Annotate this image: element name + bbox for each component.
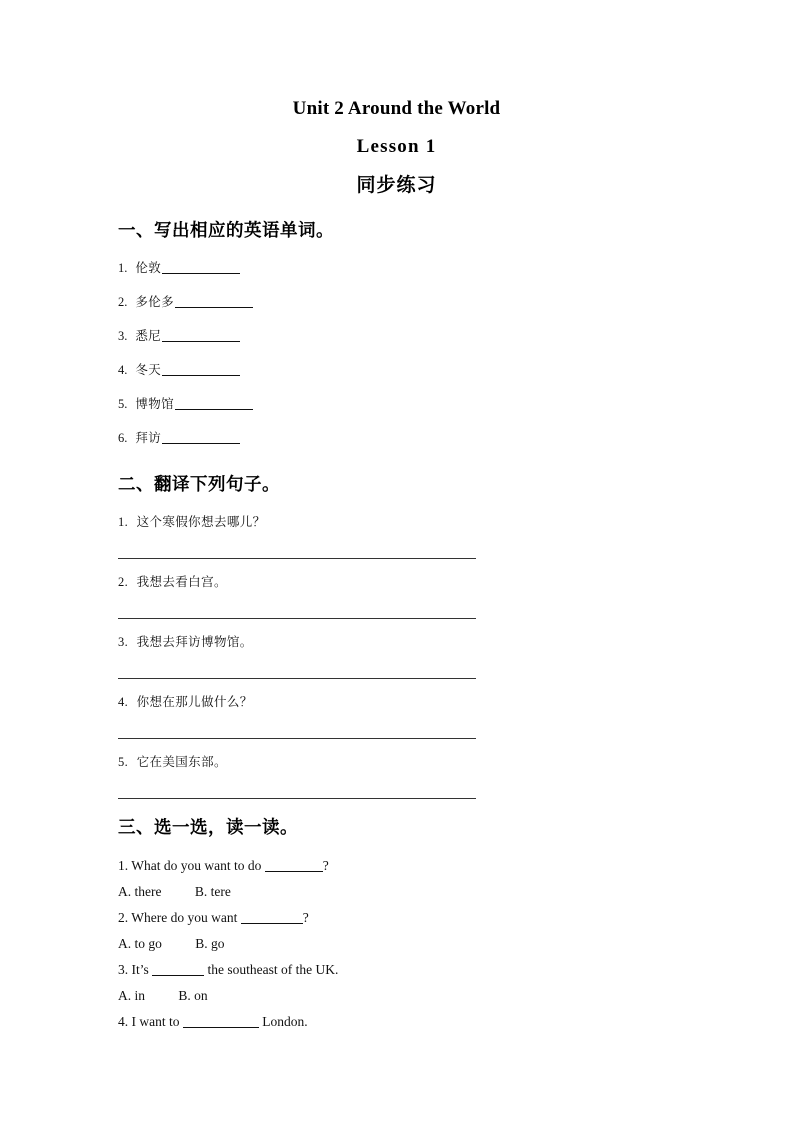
item-label: 伦敦: [135, 260, 162, 275]
section-heading-1: 一、写出相应的英语单词。: [118, 221, 334, 241]
option-b[interactable]: B. go: [195, 936, 225, 951]
question-stem: What do you want to do: [131, 858, 262, 873]
section-write-words: [118, 219, 718, 463]
answer-blank[interactable]: [175, 307, 253, 308]
answer-line[interactable]: [118, 798, 476, 799]
question-stem: It’s: [131, 962, 149, 977]
item-label: 博物馆: [135, 396, 175, 411]
question-stem-tail: ?: [322, 858, 329, 873]
answer-line[interactable]: [118, 618, 476, 619]
answer-blank[interactable]: [162, 341, 240, 342]
option-a[interactable]: A. there: [118, 884, 162, 899]
item-number: 6.: [118, 431, 128, 445]
question-text: [118, 633, 718, 651]
list-item: [118, 259, 718, 277]
item-label: 冬天: [135, 362, 162, 377]
question-text: [118, 856, 718, 875]
answer-blank[interactable]: [152, 975, 204, 976]
item-label: 多伦多: [135, 294, 175, 309]
list-item: [118, 573, 718, 619]
item-number: 4.: [118, 363, 128, 377]
section-translate: [118, 473, 718, 813]
question-label: 我想去拜访博物馆。: [136, 634, 253, 649]
item-number: 3.: [118, 329, 128, 343]
option-row: [118, 882, 718, 901]
item-number: 1.: [118, 261, 128, 275]
option-a[interactable]: A. to go: [118, 936, 162, 951]
question-stem: I want to: [131, 1014, 180, 1029]
question-label: 它在美国东部。: [136, 754, 227, 769]
item-number: 2.: [118, 910, 129, 925]
option-row: [118, 986, 718, 1005]
question-stem-tail: London.: [262, 1014, 308, 1029]
list-item: [118, 633, 718, 679]
list-item: [118, 753, 718, 799]
option-a[interactable]: A. in: [118, 988, 145, 1003]
lesson-title: Lesson 1: [356, 136, 437, 157]
question-label: 这个寒假你想去哪儿？: [136, 514, 266, 529]
list-item: [118, 327, 718, 345]
page-title: Unit 2 Around the World: [292, 98, 501, 119]
item-number: 1.: [118, 515, 129, 529]
answer-blank[interactable]: [175, 409, 253, 410]
item-label: 拜访: [135, 430, 162, 445]
question-stem-tail: ?: [302, 910, 309, 925]
item-number: 4.: [118, 1014, 129, 1029]
list-item: [118, 395, 718, 413]
list-item: [118, 293, 718, 311]
answer-line[interactable]: [118, 678, 476, 679]
question-text: [118, 513, 718, 531]
section-multiple-choice: [118, 816, 718, 1038]
item-number: 4.: [118, 695, 129, 709]
question-text: [118, 1012, 718, 1031]
answer-blank[interactable]: [241, 923, 303, 924]
worksheet-subtitle: 同步练习: [356, 174, 437, 196]
item-number: 2.: [118, 295, 128, 309]
answer-blank[interactable]: [183, 1027, 259, 1028]
answer-blank[interactable]: [162, 375, 240, 376]
section-heading-3: 三、选一选，读一读。: [118, 818, 298, 838]
list-item: [118, 693, 718, 739]
item-number: 1.: [118, 858, 129, 873]
item-number: 5.: [118, 755, 129, 769]
answer-blank[interactable]: [162, 443, 240, 444]
answer-blank[interactable]: [162, 273, 240, 274]
item-number: 3.: [118, 635, 129, 649]
list-item: [118, 361, 718, 379]
question-text: [118, 573, 718, 591]
list-item: [118, 513, 718, 559]
title-block: [0, 96, 793, 198]
answer-line[interactable]: [118, 738, 476, 739]
section-heading-2: 二、翻译下列句子。: [118, 475, 280, 495]
list-item: [118, 429, 718, 447]
option-b[interactable]: B. tere: [194, 884, 231, 899]
item-label: 悉尼: [135, 328, 162, 343]
question-text: [118, 960, 718, 979]
item-number: 5.: [118, 397, 128, 411]
option-row: [118, 934, 718, 953]
question-text: [118, 693, 718, 711]
question-stem: Where do you want: [131, 910, 238, 925]
question-label: 你想在那儿做什么？: [136, 694, 253, 709]
item-number: 3.: [118, 962, 129, 977]
option-b[interactable]: B. on: [178, 988, 208, 1003]
question-stem-tail: the southeast of the UK.: [207, 962, 339, 977]
answer-blank[interactable]: [265, 871, 323, 872]
question-label: 我想去看白宫。: [136, 574, 227, 589]
question-text: [118, 753, 718, 771]
question-text: [118, 908, 718, 927]
item-number: 2.: [118, 575, 129, 589]
answer-line[interactable]: [118, 558, 476, 559]
